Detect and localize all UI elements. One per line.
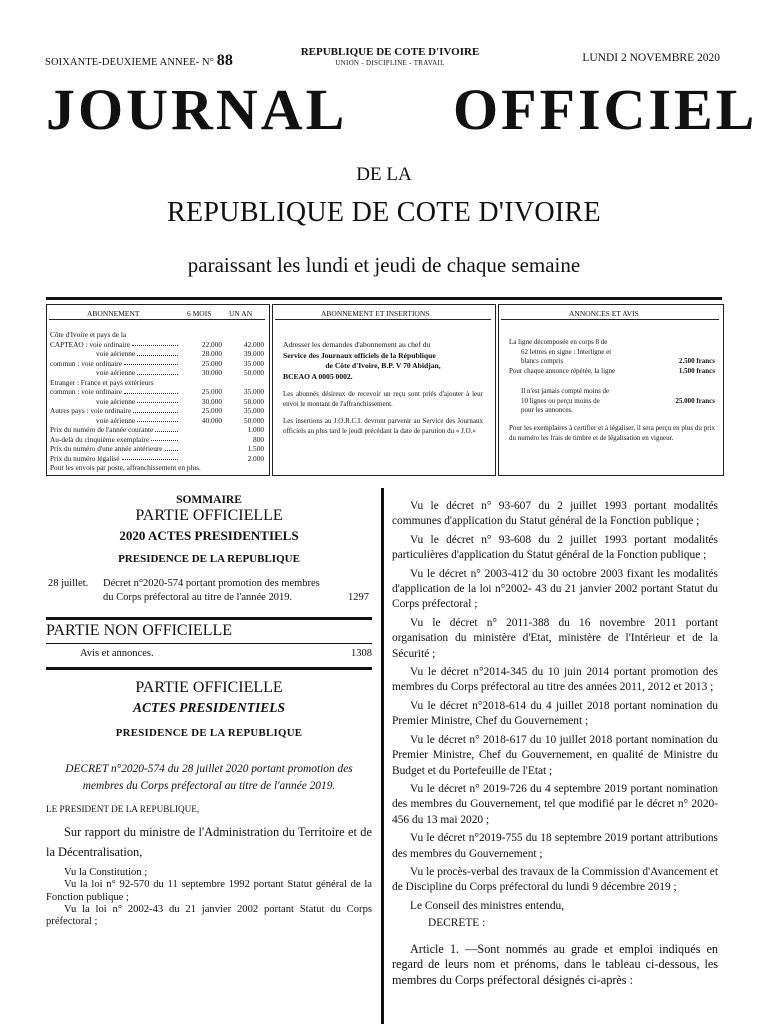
subscription-heading: ABONNEMENT (87, 309, 140, 318)
section-rule (46, 667, 372, 670)
column-divider (381, 488, 384, 1024)
subscription-rate-6mois: 25.000 (201, 387, 222, 396)
subscription-rate-row (50, 416, 264, 426)
subscription-rate-6mois: 22.000 (201, 339, 222, 349)
annonces-legalisation-note: Pour les exemplaires à certifier et à légaliser, il sera perçu en plus du prix du numéro les frais de timbre et de légalisation en vigueur. (509, 423, 715, 442)
annonces-price: 2.500 francs (678, 357, 715, 366)
main-partie-officielle: PARTIE OFFICIELLE (135, 679, 283, 696)
vu-decret-2018-614: Vu le décret n°2018-614 du 4 juillet 2018 portant nomination du Premier Ministre, Chef du Gouvernement ; (392, 699, 718, 728)
annonces-price: 25.000 francs (675, 396, 715, 405)
subscription-rate-label: Prix du numéro d'une année antérieure (50, 444, 163, 453)
subscription-rate-unan: 1.500 (247, 444, 264, 453)
subscription-rate-6mois (180, 454, 222, 464)
sommaire-partie-non-officielle: PARTIE NON OFFICIELLE (46, 622, 233, 639)
vu-constitution: Vu la Constitution ; (64, 867, 148, 878)
subscription-rate-label: Autres pays : voie ordinaire (50, 406, 132, 415)
sommaire-actes: 2020 ACTES PRESIDENTIELS (119, 528, 299, 543)
sommaire-entry-text: Décret n°2020-574 portant promotion des membres (103, 578, 320, 589)
sommaire-entry-date: 28 juillet. (48, 578, 89, 589)
vu-decret-2019-726: Vu le décret n° 2019-726 du 4 septembre 2019 portant nomination des membres du Gouvernement, tel que modifié par le décret n° 2020-456 du 13 mai 2020 ; (392, 782, 718, 826)
insertions-text: Adresser les demandes d'abonnement au chef du (283, 340, 431, 349)
vu-decret-2018-617: Vu le décret n° 2018-617 du 10 juillet 2018 portant nomination du Premier Ministre, Chef du Gouvernement, en qualité de Ministre du Budget et du Portefeuille de l'Etat ; (392, 733, 718, 777)
subscription-rate-row (50, 425, 264, 435)
sommaire-entry (46, 577, 372, 613)
subscription-rate-unan: 50.000 (243, 396, 264, 406)
subscription-rate-label: voie aérienne (96, 396, 136, 406)
subscription-rate-label: Prix du numéro de l'année courante (50, 425, 154, 434)
edition-number (45, 52, 233, 70)
section-rule (46, 617, 372, 620)
country-motto: UNION - DISCIPLINE - TRAVAIL (335, 59, 445, 67)
subscription-rate-6mois: 30.000 (201, 396, 222, 406)
subscription-rate-row (50, 463, 264, 473)
subscription-rate-label: Côte d'Ivoire et pays de la (50, 330, 127, 339)
sur-rapport: Sur rapport du ministre de l'Administration du Territoire et de la Décentralisation, (46, 825, 372, 859)
subscription-rate-label: voie aérienne (96, 368, 136, 377)
de-la: DE LA (356, 164, 412, 185)
vu-decret-2003-412: Vu le décret n° 2003-412 du 30 octobre 2003 fixant les modalités d'application de la loi n°2002- 43 du 21 janvier 2002 portant Statut du Corps préfectoral ; (392, 567, 718, 611)
title-word-officiel: OFFICIEL (453, 77, 758, 142)
subscription-rate-row (50, 397, 264, 407)
subscription-rate-row (50, 349, 264, 359)
subscription-rate-label: commun : voie ordinaire (50, 387, 122, 396)
subscription-rate-label: Prix du numéro légalisé (50, 453, 120, 463)
annonces-line: pour les annonces. (521, 406, 573, 415)
insertions-address: de Côte d'Ivoire, B.P. V 70 Abidjan, (325, 361, 441, 370)
subscription-rate-label: commun : voie ordinaire (50, 358, 122, 368)
title-word-journal: JOURNAL (46, 77, 348, 142)
sommaire-entry-text: du Corps préfectoral au titre de l'année 2019. (103, 591, 293, 603)
subscription-rate-unan: 35.000 (243, 406, 264, 415)
subscription-rate-row (50, 359, 264, 369)
country-header (240, 46, 540, 67)
publication-frequency: paraissant les lundi et jeudi de chaque semaine (187, 253, 581, 277)
subscription-rate-row (50, 340, 264, 350)
masthead-rule (46, 297, 722, 300)
le-president: LE PRESIDENT DE LA REPUBLIQUE, (46, 804, 200, 814)
decree-title: DECRET n°2020-574 du 28 juillet 2020 portant promotion des membres du Corps préfectoral au titre de l'année 2019. (65, 763, 353, 792)
subscription-rate-row (50, 378, 264, 388)
country-name: REPUBLIQUE DE COTE D'IVOIRE (300, 46, 480, 58)
annonces-price: 1.500 francs (678, 367, 715, 376)
insertions-account: BCEAO A 0005 0002. (283, 371, 353, 381)
subscription-rate-row (50, 368, 264, 378)
edition-prefix: SOIXANTE-DEUXIEME ANNEE- N° (45, 57, 215, 68)
vu-decret-93-607: Vu le décret n° 93-607 du 2 juillet 1993 portant modalités communes d'application du Statut général de la Fonction publique ; (392, 500, 718, 528)
annonces-line: blancs compris (521, 357, 564, 366)
annonces-line: 10 lignes ou perçu moins de (521, 396, 600, 405)
vu-decret-93-608: Vu le décret n° 93-608 du 2 juillet 1993 portant modalités particulières d'application du Statut général de la Fonction publique ; (392, 533, 718, 562)
insertions-box (272, 304, 496, 476)
annonces-line: Il n'est jamais compté moins de (521, 386, 610, 395)
sommaire-avis: Avis et annonces. (80, 648, 154, 659)
subscription-box (46, 304, 270, 476)
subscription-rate-6mois: 25.000 (201, 358, 222, 368)
vu-loi-2002-43: Vu la loi n° 2002-43 du 21 janvier 2002 portant Statut du Corps préfectoral ; (46, 903, 372, 928)
subscription-rate-6mois: 40.000 (201, 415, 222, 425)
subscription-rate-unan: 42.000 (243, 339, 264, 349)
subscription-rate-6mois: 30.000 (201, 368, 222, 377)
subscription-rate-unan: 50.000 (243, 368, 264, 377)
edition-number-value: 88 (216, 52, 233, 69)
subscription-rate-label: voie aérienne (96, 349, 136, 358)
annonces-heading: ANNONCES ET AVIS (569, 309, 639, 318)
conseil-entendu: Le Conseil des ministres entendu, (410, 899, 565, 912)
article-1: Article 1. —Sont nommés au grade et emploi indiqués en regard de leurs nom et prénoms, dans le tableau ci-dessous, les membres du Corps préfectoral désignés ci-après : (392, 941, 718, 987)
subscription-rate-6mois (180, 435, 222, 445)
subscription-rate-label: CAPTEAO : voie ordinaire (50, 339, 131, 349)
sommaire-presidence: PRESIDENCE DE LA REPUBLIQUE (118, 553, 300, 565)
subscription-rate-unan: 35.000 (243, 358, 264, 368)
insertions-deadline-note: Les insertions au J.O.R.C.I. devront parvenir au Service des Journaux officiels au plus tard le jeudi précédant la date de parution du « J.O.» (283, 417, 483, 435)
annonces-line: La ligne décomposée en corps 8 de (509, 338, 608, 346)
main-presidence: PRESIDENCE DE LA REPUBLIQUE (115, 727, 303, 739)
subscription-rate-unan: 800 (253, 434, 264, 444)
decree-considerations (392, 499, 718, 988)
vu-decret-2014-345: Vu le décret n°2014-345 du 10 juin 2014 portant promotion des membres du Corps préfectoral au titre des années 2011, 2012 et 2013 ; (392, 666, 718, 694)
annonces-box (498, 304, 724, 476)
subscription-rate-unan: 2.000 (247, 453, 264, 463)
subscription-rate-6mois: 28.000 (201, 349, 222, 358)
subscription-rate-row (50, 454, 264, 464)
subscription-rate-row (50, 387, 264, 397)
subscription-rate-6mois: 25.000 (201, 406, 222, 415)
main-actes: ACTES PRESIDENTIELS (133, 700, 285, 715)
annonces-line: 62 lettres en signe : Interligne et (521, 347, 612, 356)
insertions-receipt-note: Les abonnés désireux de recevoir un reçu sont priés d'ajouter à leur envoi le montant de l'affranchissement. (283, 390, 483, 408)
subscription-rate-6mois (180, 425, 222, 435)
annonces-line: Pour chaque annonce répétée, la ligne (509, 367, 616, 376)
republic-name: REPUBLIQUE DE COTE D'IVOIRE (167, 197, 601, 228)
sommaire-heading: SOMMAIRE (176, 494, 242, 506)
subscription-rate-unan: 39.000 (243, 349, 264, 358)
subscription-rate-label: Etranger : France et pays extérieurs (50, 377, 154, 387)
subscription-rate-row (50, 444, 264, 454)
sommaire-partie-officielle: PARTIE OFFICIELLE (135, 507, 283, 524)
section-rule (46, 643, 372, 644)
vu-decret-2019-755: Vu le décret n°2019-755 du 18 septembre 2019 portant attributions des membres du Gouvernement ; (392, 832, 718, 860)
subscription-rate-row (50, 330, 264, 340)
sommaire-avis-page: 1308 (351, 648, 372, 659)
vu-proces-verbal: Vu le procès-verbal des travaux de la Commission d'Avancement et de Discipline du Corps préfectoral du lundi 9 décembre 2019 ; (392, 865, 718, 894)
vu-loi-92-570: Vu la loi n° 92-570 du 11 septembre 1992 portant Statut général de la Fonction publique ; (46, 879, 372, 903)
sommaire-section (46, 488, 372, 928)
subscription-rates (50, 330, 264, 473)
subscription-rate-row (50, 406, 264, 416)
insertions-heading: ABONNEMENT ET INSERTIONS (321, 309, 430, 318)
col-6mois: 6 MOIS (187, 309, 212, 318)
decrete: DECRETE : (428, 917, 486, 930)
subscription-rate-label: Au-delà du cinquième exemplaire (50, 434, 150, 444)
subscription-rate-label: Pour les envois par poste, affranchissement en plus. (50, 463, 201, 472)
subscription-rate-unan: 1.000 (247, 425, 264, 434)
subscription-rate-unan: 50.000 (243, 415, 264, 425)
subscription-rate-6mois (180, 444, 222, 454)
insertions-service: Service des Journaux officiels de la République (283, 350, 436, 360)
subscription-rate-unan: 35.000 (243, 387, 264, 396)
publication-date: LUNDI 2 NOVEMBRE 2020 (582, 52, 720, 64)
subscription-rate-row (50, 435, 264, 445)
vu-decret-2011-388: Vu le décret n° 2011-388 du 16 novembre 2011 portant organisation du ministère d'Etat, ministère de l'Intérieur et de la Sécurité ; (392, 616, 718, 660)
sommaire-entry-page: 1297 (348, 591, 369, 603)
subscription-rate-label: voie aérienne (96, 415, 136, 425)
col-unan: UN AN (229, 309, 253, 318)
